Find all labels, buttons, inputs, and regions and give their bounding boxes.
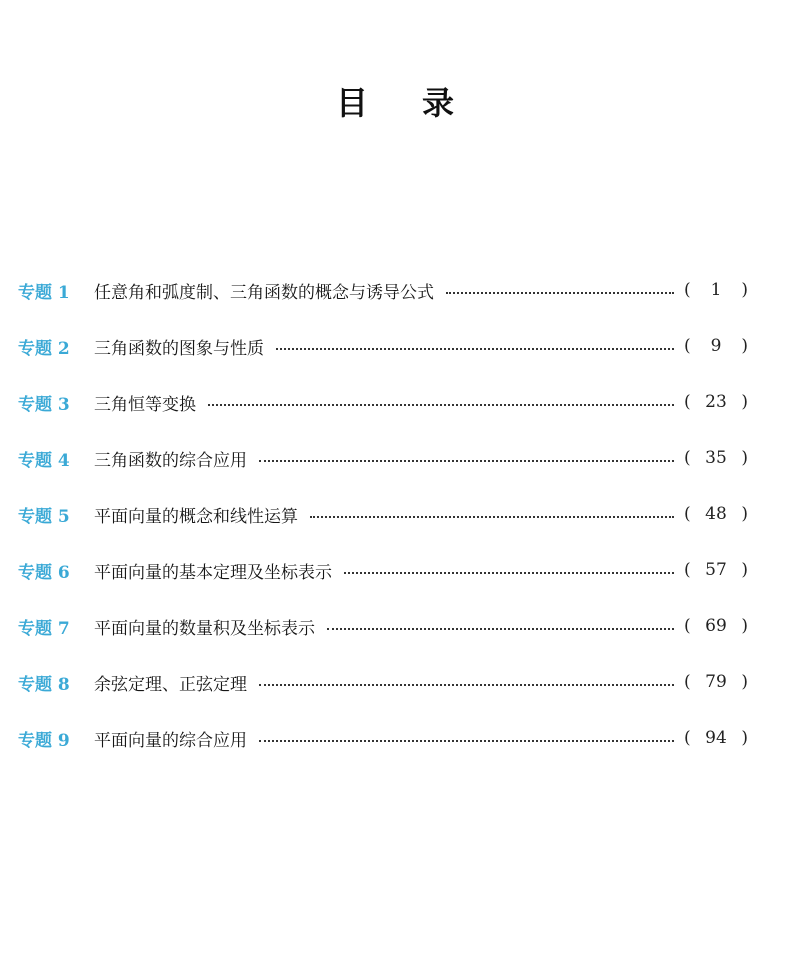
toc-row[interactable]	[18, 598, 748, 654]
toc-row[interactable]	[18, 430, 748, 486]
dot-leader	[259, 683, 674, 686]
paren-open: (	[684, 728, 691, 748]
paren-open: (	[684, 336, 691, 356]
topic-title: 平面向量的基本定理及坐标表示	[94, 562, 332, 583]
page-reference	[684, 448, 748, 468]
topic-title: 平面向量的综合应用	[94, 730, 247, 751]
topic-label: 专题 9	[18, 730, 70, 751]
topic-title: 三角恒等变换	[94, 394, 196, 415]
topic-label: 专题 2	[18, 338, 70, 359]
topic-label: 专题 1	[18, 282, 70, 303]
topic-label: 专题 7	[18, 618, 70, 639]
topic-title: 平面向量的概念和线性运算	[94, 506, 298, 527]
page-number: 9	[710, 336, 722, 356]
page-reference	[684, 280, 748, 300]
topic-title: 三角函数的图象与性质	[94, 338, 264, 359]
dot-leader	[446, 291, 674, 294]
page-number: 1	[710, 280, 722, 300]
paren-close: )	[741, 672, 748, 692]
page-number: 35	[705, 448, 727, 468]
paren-close: )	[741, 336, 748, 356]
topic-label: 专题 4	[18, 450, 70, 471]
page-reference	[684, 616, 748, 636]
page-reference	[684, 728, 748, 748]
page-reference	[684, 336, 748, 356]
toc-row[interactable]	[18, 710, 748, 766]
paren-close: )	[741, 560, 748, 580]
toc-row[interactable]	[18, 318, 748, 374]
title-char-2: 录	[422, 84, 455, 122]
paren-close: )	[741, 392, 748, 412]
dot-leader	[259, 739, 674, 742]
toc-row[interactable]	[18, 262, 748, 318]
topic-label: 专题 5	[18, 506, 70, 527]
toc-row[interactable]	[18, 486, 748, 542]
dot-leader	[310, 515, 674, 518]
topic-title: 平面向量的数量积及坐标表示	[94, 618, 315, 639]
paren-open: (	[684, 672, 691, 692]
paren-close: )	[741, 448, 748, 468]
page-number: 69	[705, 616, 727, 636]
paren-open: (	[684, 280, 691, 300]
table-of-contents	[18, 262, 748, 766]
topic-label: 专题 8	[18, 674, 70, 695]
page-reference	[684, 392, 748, 412]
paren-close: )	[741, 504, 748, 524]
page-number: 79	[705, 672, 727, 692]
page-number: 23	[705, 392, 727, 412]
paren-open: (	[684, 616, 691, 636]
topic-label: 专题 3	[18, 394, 70, 415]
title-char-1: 目	[335, 84, 368, 122]
toc-row[interactable]	[18, 542, 748, 598]
toc-row[interactable]	[18, 654, 748, 710]
dot-leader	[208, 403, 674, 406]
page-number: 94	[705, 728, 727, 748]
paren-open: (	[684, 448, 691, 468]
page-reference	[684, 672, 748, 692]
paren-open: (	[684, 392, 691, 412]
topic-title: 三角函数的综合应用	[94, 450, 247, 471]
toc-row[interactable]	[18, 374, 748, 430]
topic-title: 任意角和弧度制、三角函数的概念与诱导公式	[94, 282, 434, 303]
dot-leader	[276, 347, 674, 350]
paren-close: )	[741, 728, 748, 748]
topic-title: 余弦定理、正弦定理	[94, 674, 247, 695]
topic-label: 专题 6	[18, 562, 70, 583]
dot-leader	[344, 571, 674, 574]
paren-close: )	[741, 616, 748, 636]
page-reference	[684, 560, 748, 580]
dot-leader	[259, 459, 674, 462]
page-number: 48	[705, 504, 727, 524]
paren-open: (	[684, 504, 691, 524]
page-title	[0, 78, 790, 124]
page-number: 57	[705, 560, 727, 580]
paren-close: )	[741, 280, 748, 300]
dot-leader	[327, 627, 674, 630]
paren-open: (	[684, 560, 691, 580]
page-reference	[684, 504, 748, 524]
